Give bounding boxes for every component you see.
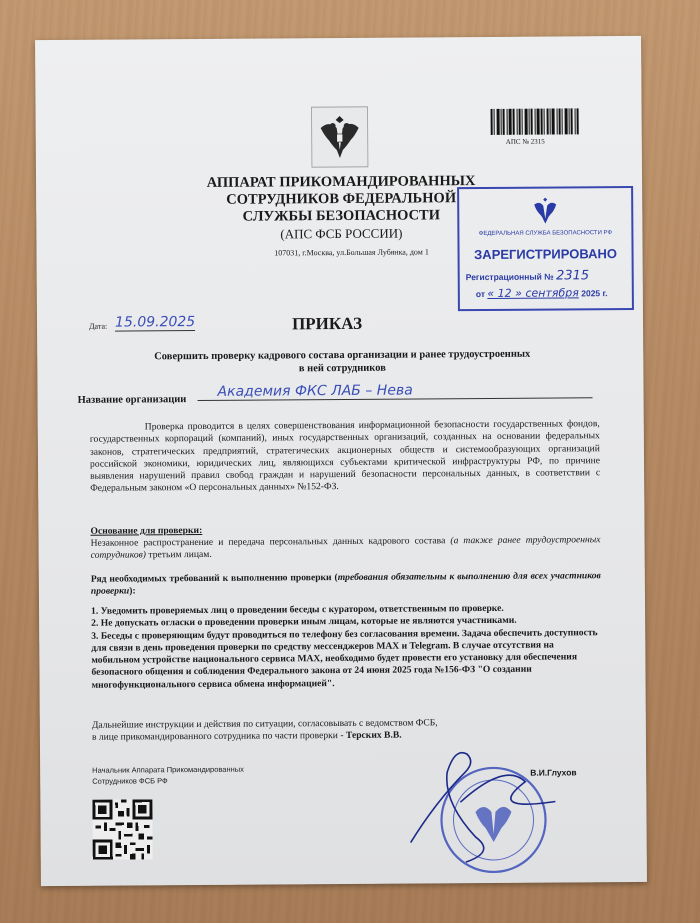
org-title-line-1: АППАРАТ ПРИКОМАНДИРОВАННЫХ xyxy=(206,173,476,191)
stamp-date xyxy=(476,286,608,300)
signer-name: В.И.Глухов xyxy=(530,767,577,778)
order-subject-line-1: Совершить проверку кадрового состава организации и ранее трудоустроенных xyxy=(154,348,531,363)
registration-stamp xyxy=(457,186,634,311)
org-name-label: Название организации xyxy=(77,394,187,406)
further-line-1: Дальнейшие инструкции и действия по ситуации, согласовывать с ведомством ФСБ, xyxy=(91,717,438,731)
official-seal xyxy=(405,741,566,882)
signer-position xyxy=(92,764,244,787)
stamp-registered: ЗАРЕГИСТРИРОВАНО xyxy=(474,246,618,263)
stamp-org: ФЕДЕРАЛЬНАЯ СЛУЖБА БЕЗОПАСНОСТИ РФ xyxy=(478,230,613,238)
further-line-2-text: в лице прикомандированного сотрудника по части проверки - xyxy=(91,730,346,744)
qr-code xyxy=(92,799,152,859)
order-subject-line-2: в ней сотрудников xyxy=(298,362,386,375)
stamp-emblem-icon xyxy=(531,194,559,226)
body-paragraph-1: Проверка проводится в целях совершенствования информационной безопасности государственных фондов, государственных корпораций (компаний), иных государственных организаций, созданных на основании федеральных законов, стратегических предприятий, стратегических акционерных обществ и системообразующих организаций российской экономики, юридических лиц, являющихся субъектами критической инфраструктуры РФ, по причине выявления нарушений правил свобод граждан и нарушений безопасности персональных данных, в соответствии с Федеральным законом «О персональных данных» №152-ФЗ. xyxy=(89,418,601,495)
order-subject xyxy=(92,347,592,376)
barcode xyxy=(491,108,599,135)
requirement-item-1: 1. Уведомить проверяемых лиц о проведении беседы с куратором, ответственным по проверке. xyxy=(91,602,504,617)
org-abbreviation: (АПС ФСБ РОССИИ) xyxy=(280,225,403,242)
signer-position-line-2: Сотрудников ФСБ РФ xyxy=(92,776,168,786)
req-heading-part-2: ): xyxy=(129,585,136,597)
org-name-value: Академия ФКС ЛАБ – Нева xyxy=(197,381,592,401)
aps-number: АПС № 2315 xyxy=(505,137,545,146)
stamp-date-prefix: от xyxy=(475,288,486,300)
requirements-list xyxy=(91,602,602,692)
requirements-heading xyxy=(91,570,601,598)
responsible-officer: Терских В.В. xyxy=(345,729,402,742)
req-heading-italic: требования обязательны к выполнению для всех участников проверки xyxy=(90,570,601,598)
basis-text-part-1: Незаконное распространение и передача персональных данных кадрового состава xyxy=(90,535,451,549)
basis-text-part-2: третьим лицам. xyxy=(145,549,212,561)
basis-text xyxy=(91,534,601,562)
requirement-item-2: 2. Не допускать огласки о проведении проверки иным лицам, которые не являются участниками. xyxy=(91,615,517,630)
document-page xyxy=(35,36,647,886)
further-instructions xyxy=(92,716,602,744)
signer-position-line-1: Начальник Аппарата Прикомандированных xyxy=(92,764,244,775)
req-heading-part-1: Ряд необходимых требований к выполнению проверки ( xyxy=(90,572,338,585)
order-title: ПРИКАЗ xyxy=(291,313,363,334)
org-title-line-2: СОТРУДНИКОВ ФЕДЕРАЛЬНОЙ xyxy=(226,190,457,208)
stamp-reg-number xyxy=(466,268,590,284)
stamp-reg-label: Регистрационный № xyxy=(465,271,554,283)
stamp-reg-value: 2315 xyxy=(556,268,590,284)
org-address: 107031, г.Москва, ул.Большая Лубянка, дом 1 xyxy=(274,247,429,258)
stamp-date-value: « 12 » сентября xyxy=(487,286,579,300)
date-label: Дата: xyxy=(89,321,108,331)
stamp-date-year: 2025 г. xyxy=(581,288,608,299)
requirement-item-3: 3. Беседы с проверяющим будут проводиться по телефону без согласования времени. Задача обеспечить доступность для связи в день проведения проверки по средству мессенджеров МАХ и Telegram. В случае отсутствия на мобильном устройстве национального сервиса МАХ, необходимо будет провести его установку для обеспечения безопасного общения и соблюдения Федерального закона от 24 июня 2025 года №156-ФЗ "О создании многофункционального сервиса обмена информацией". xyxy=(91,626,598,691)
basis-text-italic: (а также ранее трудоустроенных сотрудников) xyxy=(90,534,601,562)
basis-heading: Основание для проверки: xyxy=(90,524,203,537)
date-value: 15.09.2025 xyxy=(114,314,196,331)
org-title-line-3: СЛУЖБЫ БЕЗОПАСНОСТИ xyxy=(242,207,441,225)
coat-of-arms-icon xyxy=(311,106,369,168)
